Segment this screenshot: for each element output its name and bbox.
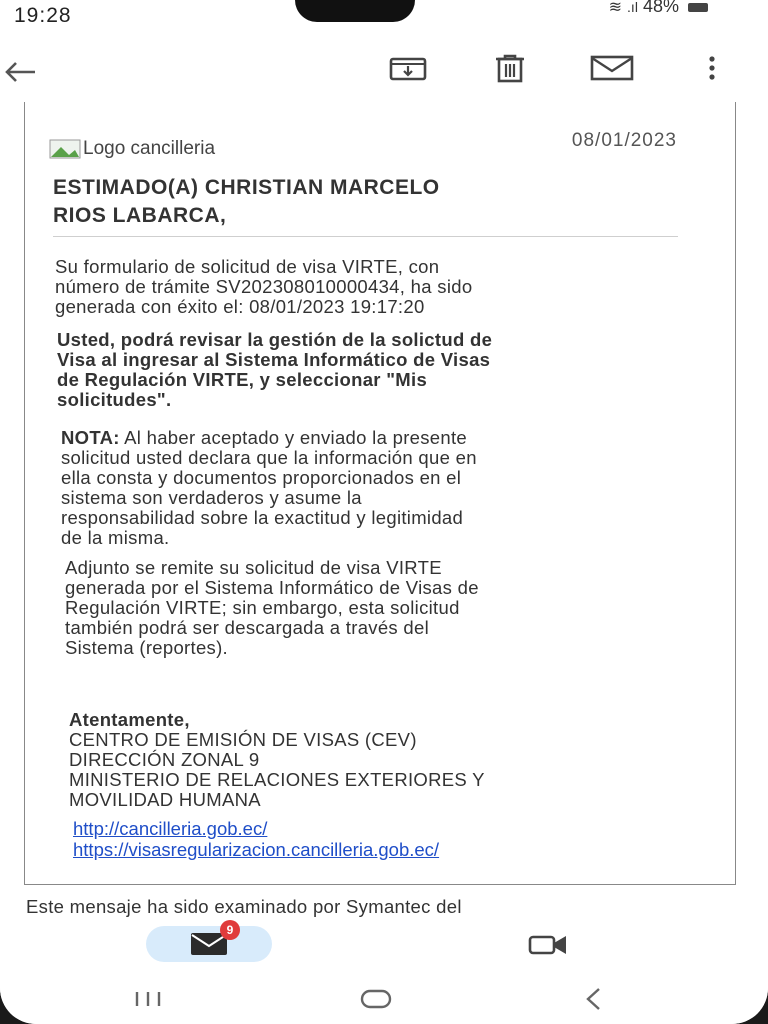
battery-percent: 48% — [642, 0, 679, 16]
note-label: NOTA: — [61, 427, 120, 448]
app-bottom-nav — [0, 918, 768, 970]
links — [73, 818, 693, 860]
system-back-icon[interactable] — [574, 984, 614, 1014]
greeting-line: ESTIMADO(A) CHRISTIAN MARCELO — [53, 176, 440, 199]
visas-link[interactable]: https://visasregularizacion.cancilleria.gob.ec/ — [73, 839, 440, 860]
attachment-paragraph — [65, 558, 695, 658]
wifi-icon: ≋ — [608, 0, 623, 16]
signature-block — [69, 710, 689, 810]
closing: Atentamente, — [69, 709, 190, 730]
text-line: generada con éxito el: 08/01/2023 19:17:20 — [55, 296, 425, 317]
text-line: también podrá ser descargada a través del — [65, 617, 430, 638]
home-icon[interactable] — [356, 984, 396, 1014]
meet-video-tab[interactable] — [526, 930, 570, 960]
back-arrow-icon[interactable] — [0, 50, 44, 94]
recents-icon[interactable] — [128, 984, 168, 1014]
logo-alt-text: Logo cancilleria — [83, 138, 216, 159]
instructions-paragraph — [57, 330, 687, 410]
text-line: de la misma. — [61, 527, 170, 548]
email-date: 08/01/2023 — [571, 130, 677, 151]
greeting-line: RIOS LABARCA, — [53, 204, 227, 227]
camera-notch — [295, 0, 415, 22]
video-camera-icon — [528, 933, 568, 957]
text-line: de Regulación VIRTE, y seleccionar "Mis — [57, 369, 428, 390]
confirmation-paragraph — [55, 257, 685, 317]
text-line: responsabilidad sobre la exactitud y legitimidad — [61, 507, 464, 528]
divider — [53, 236, 678, 237]
envelope-icon[interactable] — [588, 46, 636, 90]
signature-line: CENTRO DE EMISIÓN DE VISAS (CEV) — [69, 729, 417, 750]
system-nav-bar — [0, 970, 768, 1024]
signature-line: MOVILIDAD HUMANA — [69, 789, 261, 810]
text-line: solicitud usted declara que la información que en — [61, 447, 477, 468]
more-vertical-icon[interactable] — [688, 46, 736, 90]
trash-icon[interactable] — [486, 46, 534, 90]
status-indicators — [609, 0, 708, 17]
status-time: 19:28 — [14, 4, 72, 27]
signature-line: DIRECCIÓN ZONAL 9 — [69, 749, 260, 770]
email-body — [24, 102, 736, 885]
text-line: Usted, podrá revisar la gestión de la solictud de — [57, 329, 493, 350]
logo — [49, 138, 215, 160]
text-line: Visa al ingresar al Sistema Informático de Visas — [57, 349, 491, 370]
unread-badge: 9 — [220, 920, 240, 940]
signal-icon: .ıl — [627, 0, 638, 15]
status-bar — [0, 0, 768, 34]
email-toolbar — [0, 36, 768, 102]
signature-line: MINISTERIO DE RELACIONES EXTERIORES Y — [69, 769, 485, 790]
archive-icon[interactable] — [384, 46, 432, 90]
text-line: ella consta y documentos proporcionados en el — [61, 467, 462, 488]
text-line: Su formulario de solicitud de visa VIRTE, con — [55, 256, 440, 277]
battery-icon — [688, 3, 708, 12]
cancilleria-link[interactable]: http://cancilleria.gob.ec/ — [73, 818, 268, 839]
mail-tab[interactable] — [146, 923, 272, 962]
broken-image-icon — [49, 139, 81, 159]
text-line: Al haber aceptado y enviado la presente — [119, 427, 467, 448]
text-line: solicitudes". — [57, 389, 172, 410]
text-line: generada por el Sistema Informático de Visas de — [65, 577, 479, 598]
text-line: sistema son verdaderos y asume la — [61, 487, 362, 508]
text-line: Sistema (reportes). — [65, 637, 228, 658]
footer-text: Este mensaje ha sido examinado por Symantec del — [26, 896, 462, 917]
note-paragraph — [61, 428, 691, 548]
text-line: Adjunto se remite su solicitud de visa VIRTE — [65, 557, 442, 578]
text-line: número de trámite SV202308010000434, ha sido — [55, 276, 473, 297]
text-line: Regulación VIRTE; sin embargo, esta solicitud — [65, 597, 460, 618]
greeting — [53, 174, 653, 230]
